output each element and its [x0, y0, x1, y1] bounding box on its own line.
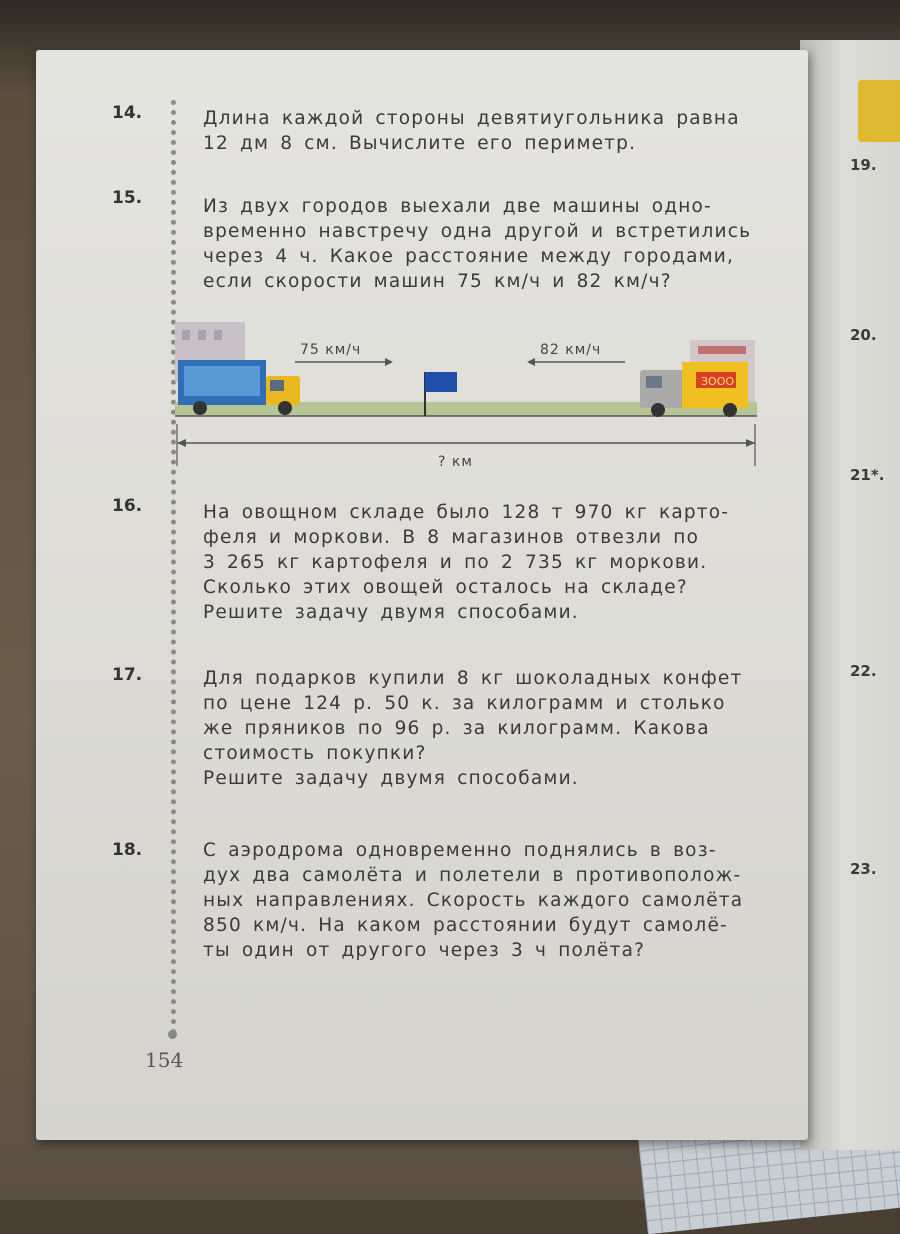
- text-line: Из двух городов выехали две машины одно-: [203, 196, 712, 217]
- adjacent-task-number: 20.: [850, 326, 877, 344]
- task-text-18: [203, 838, 763, 963]
- text-line: 3 265 кг картофеля и по 2 735 кг моркови.: [203, 552, 708, 573]
- text-line: Решите задачу двумя способами.: [203, 768, 579, 789]
- yellow-bookmark-tab: [858, 80, 900, 142]
- text-line: через 4 ч. Какое расстояние между городами,: [203, 246, 735, 267]
- adjacent-task-number: 22.: [850, 662, 877, 680]
- text-line: ты один от другого через 3 ч полёта?: [203, 940, 646, 961]
- margin-line-end-dot: [168, 1030, 177, 1039]
- page-number: 154: [145, 1048, 184, 1072]
- adjacent-task-number: 19.: [850, 156, 877, 174]
- right-speed-label: 82 км/ч: [540, 342, 602, 358]
- task-number-16: 16.: [112, 496, 143, 516]
- text-line: ных направлениях. Скорость каждого самолёта: [203, 890, 744, 911]
- adjacent-page: [800, 40, 900, 1150]
- distance-label: ? км: [438, 454, 473, 470]
- text-line: Сколько этих овощей осталось на складе?: [203, 577, 688, 598]
- text-line: временно навстречу одна другой и встретились: [203, 221, 752, 242]
- task-text-17: [203, 666, 763, 791]
- right-speed-arrow: [527, 358, 625, 366]
- text-line: С аэродрома одновременно поднялись в воз-: [203, 840, 717, 861]
- task-number-15: 15.: [112, 188, 143, 208]
- text-line: феля и моркови. В 8 магазинов отвезли по: [203, 527, 700, 548]
- text-line: 12 дм 8 см. Вычислите его периметр.: [203, 133, 637, 154]
- dotted-margin-line: [171, 100, 176, 1035]
- task-text-16: [203, 500, 763, 625]
- text-line: по цене 124 р. 50 к. за килограмм и столько: [203, 693, 726, 714]
- adjacent-task-number: 21*.: [850, 466, 885, 484]
- text-line: если скорости машин 75 км/ч и 82 км/ч?: [203, 271, 672, 292]
- task-number-18: 18.: [112, 840, 143, 860]
- task-text-15: [203, 194, 763, 294]
- left-speed-arrow: [295, 358, 393, 366]
- text-line: стоимость покупки?: [203, 743, 427, 764]
- text-line: Для подарков купили 8 кг шоколадных конфет: [203, 668, 743, 689]
- text-line: Решите задачу двумя способами.: [203, 602, 579, 623]
- right-truck-sign: ЗООО: [701, 375, 735, 388]
- trucks-illustration: [170, 320, 765, 470]
- text-line: 850 км/ч. На каком расстоянии будут самолё-: [203, 915, 728, 936]
- text-line: На овощном складе было 128 т 970 кг карто-: [203, 502, 730, 523]
- task-text-14: [203, 106, 763, 156]
- task-number-14: 14.: [112, 103, 143, 123]
- left-speed-label: 75 км/ч: [300, 342, 362, 358]
- text-line: Длина каждой стороны девятиугольника равна: [203, 108, 740, 129]
- text-line: дух два самолёта и полетели в противополож-: [203, 865, 742, 886]
- text-line: же пряников по 96 р. за килограмм. Какова: [203, 718, 710, 739]
- adjacent-task-number: 23.: [850, 860, 877, 878]
- task-number-17: 17.: [112, 665, 143, 685]
